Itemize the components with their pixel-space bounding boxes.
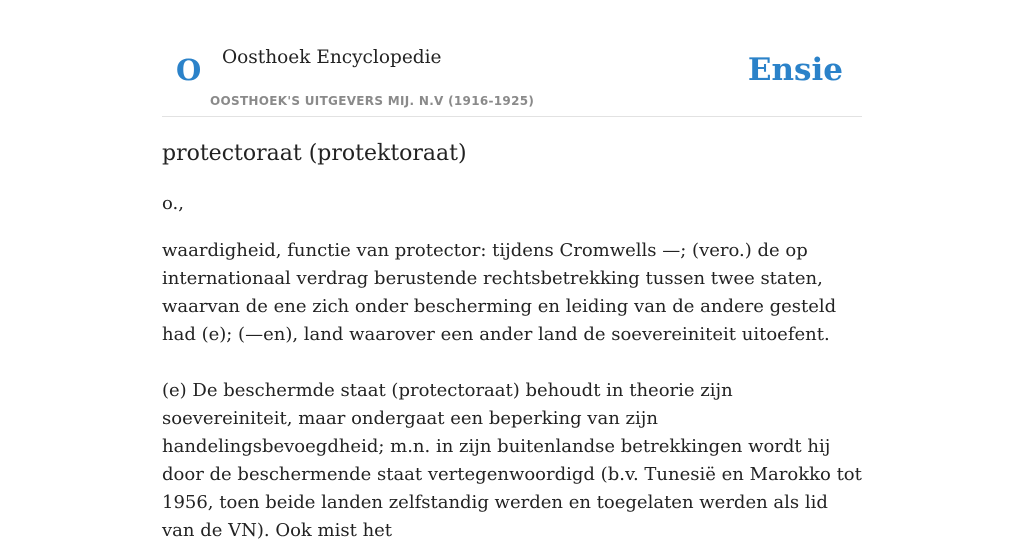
- entry-note: (e) De beschermde staat (protectoraat) behoudt in theorie zijn soevereiniteit, maar ondergaat een beperking van zijn handelingsbevoegdheid; m.n. in zijn buitenlandse betrekkingen wordt hij door de beschermende staat vertegenwoordigd (b.v. Tunesië en Marokko tot 1956, toen beide landen zelfstandig werden en toegelaten werden als lid van de VN). Ook mist het: [162, 380, 862, 541]
- entry-content: [162, 138, 862, 545]
- publisher-label: OOSTHOEK'S UITGEVERS MIJ. N.V (1916-1925): [210, 94, 535, 108]
- ensie-logo[interactable]: Ensie: [747, 52, 843, 88]
- source-header: [162, 0, 862, 117]
- source-logo[interactable]: O: [176, 53, 202, 87]
- source-title-link[interactable]: Oosthoek Encyclopedie: [222, 47, 442, 68]
- entry-title: protectoraat (protektoraat): [162, 141, 467, 166]
- entry-definition: waardigheid, functie van protector: tijdens Cromwells —; (vero.) de op internationaal verdrag berustende rechtsbetrekking tussen twee staten, waarvan de ene zich onder bescherming en leiding van de andere gesteld had (e); (—en), land waarover een ander land de soevereiniteit uitoefent.: [162, 240, 837, 345]
- entry-grammar: o.,: [162, 193, 184, 214]
